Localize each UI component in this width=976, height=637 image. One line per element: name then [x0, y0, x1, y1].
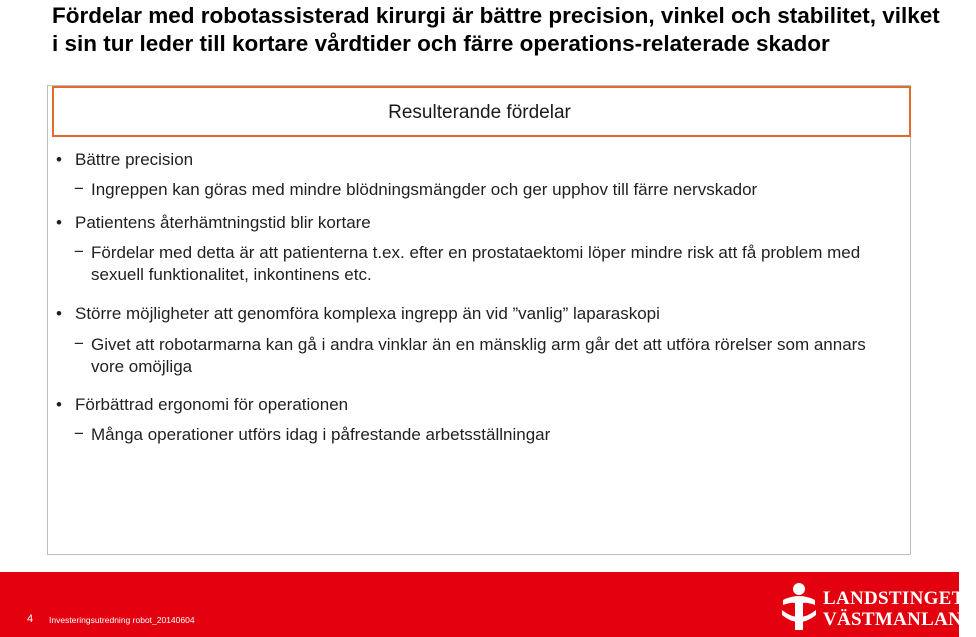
sub-bullet-text: Givet att robotarmarna kan gå i andra vinklar än en mänsklig arm går det att utföra rörelser som annars vore omöjliga: [91, 335, 866, 376]
slide-title: Fördelar med robotassisterad kirurgi är bättre precision, vinkel och stabilitet, vilket i sin tur leder till kortare vårdtider och färre operations-relaterade skador: [52, 3, 940, 56]
sub-bullet-text: Fördelar med detta är att patienterna t.ex. efter en prostataektomi löper mindre risk att få problem med sexuell funktionalitet, inkontinens etc.: [91, 243, 861, 284]
logo-line-2: VÄSTMANLAND: [823, 609, 976, 630]
section-header: [52, 86, 911, 137]
sub-bullet-dash: −: [74, 179, 84, 198]
bullet-dot: •: [56, 395, 62, 414]
sub-bullet-dash: −: [74, 242, 84, 261]
logo-line-1: LANDSTINGET: [823, 588, 965, 609]
sub-bullet-text: Många operationer utförs idag i påfrestande arbetsställningar: [91, 425, 551, 444]
section-header-label: Resulterande fördelar: [388, 101, 571, 123]
logo-text: [823, 588, 976, 630]
sub-bullet-dash: −: [74, 334, 84, 353]
sub-bullet-text: Ingreppen kan göras med mindre blödningsmängder och ger upphov till färre nervskador: [91, 180, 758, 199]
bullet-dot: •: [56, 150, 62, 169]
bullet-text: Större möjligheter att genomföra komplexa ingrepp än vid ”vanlig” laparaskopi: [75, 304, 660, 323]
bullet-text: Patientens återhämtningstid blir kortare: [75, 213, 371, 232]
bullet-dot: •: [56, 304, 62, 323]
page-number: 4: [27, 613, 34, 625]
bullet-text: Förbättrad ergonomi för operationen: [75, 395, 349, 414]
sub-bullet-dash: −: [74, 424, 84, 443]
bullet-text: Bättre precision: [75, 150, 194, 169]
footer-text: Investeringsutredning robot_20140604: [49, 615, 195, 625]
bullet-dot: •: [56, 213, 62, 232]
